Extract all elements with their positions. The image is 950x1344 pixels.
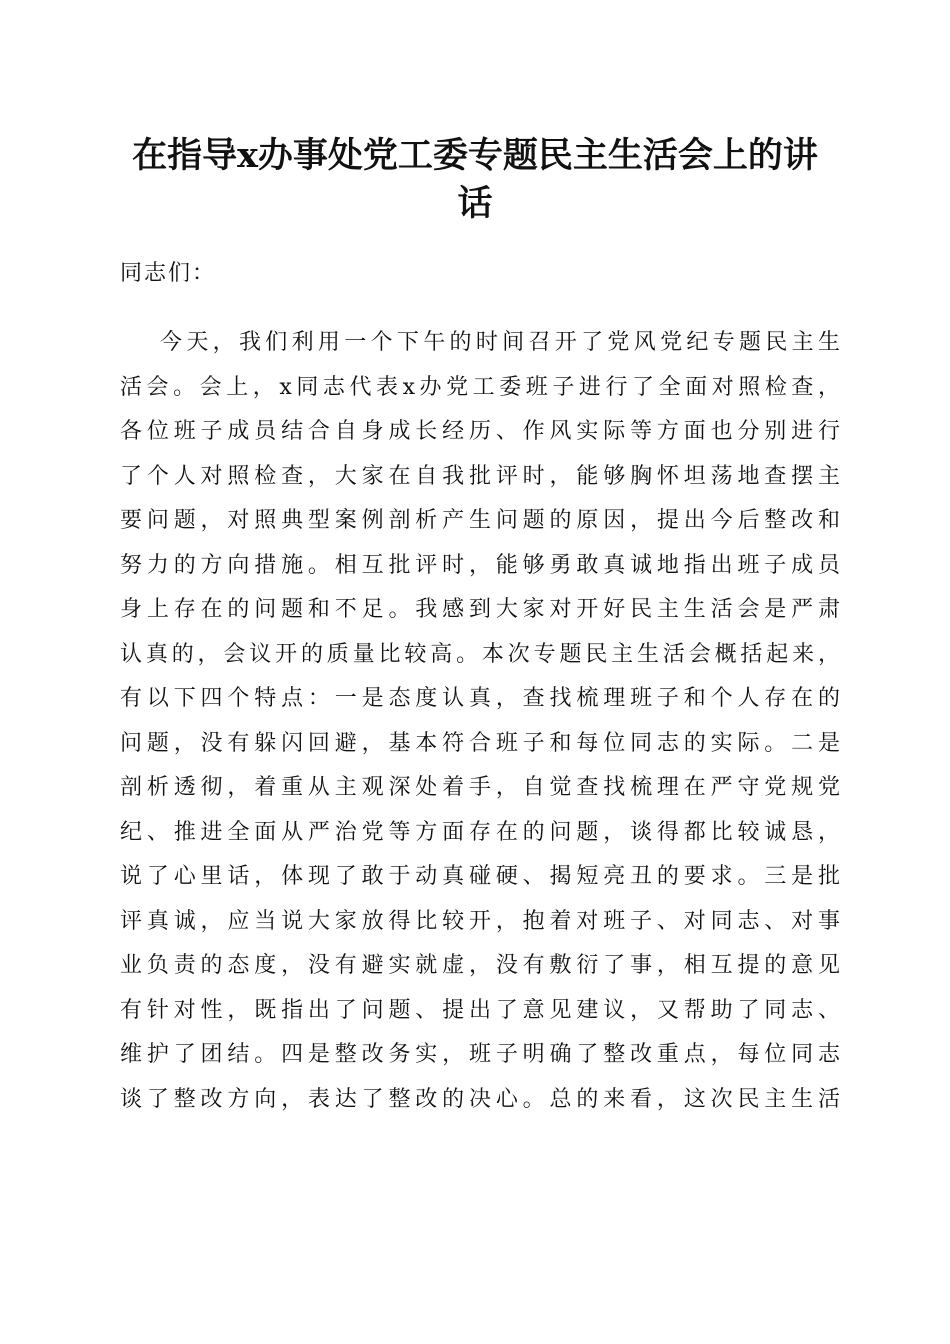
paragraph-line: 了个人对照检查，大家在自我批评时，能够胸怀坦荡地查摆主: [120, 463, 840, 489]
title-line-2: 话: [457, 183, 493, 224]
paragraph-line: 认真的，会议开的质量比较高。本次专题民主生活会概括起来，: [120, 641, 840, 667]
document-title: [110, 132, 840, 228]
paragraph-line: 今天，我们利用一个下午的时间召开了党风党纪专题民主生: [160, 330, 840, 355]
paragraph-line: 谈了整改方向，表达了整改的决心。总的来看，这次民主生活: [120, 1086, 840, 1112]
paragraph-line: 剖析透彻，着重从主观深处着手，自觉查找梳理在严守党规党: [120, 775, 840, 800]
paragraph-line: 有针对性，既指出了问题、提出了意见建议，又帮助了同志、: [120, 997, 840, 1023]
title-line-1: 在指导x办事处党工委专题民主生活会上的讲: [132, 135, 818, 176]
paragraph-line: 评真诚，应当说大家放得比较开，抱着对班子、对同志、对事: [120, 908, 840, 934]
salutation: 同志们：: [120, 261, 217, 286]
paragraph-line: 身上存在的问题和不足。我感到大家对开好民主生活会是严肃: [120, 597, 840, 622]
paragraph-line: 维护了团结。四是整改务实，班子明确了整改重点，每位同志: [120, 1042, 840, 1067]
paragraph-line: 努力的方向措施。相互批评时，能够勇敢真诚地指出班子成员: [120, 552, 840, 578]
paragraph-line: 各位班子成员结合自身成长经历、作风实际等方面也分别进行: [120, 419, 840, 444]
paragraph-line: 问题，没有躲闪回避，基本符合班子和每位同志的实际。二是: [120, 730, 840, 756]
paragraph-line: 要问题，对照典型案例剖析产生问题的原因，提出今后整改和: [120, 508, 840, 533]
paragraph-line: 纪、推进全面从严治党等方面存在的问题，谈得都比较诚恳，: [120, 819, 840, 845]
paragraph-line: 说了心里话，体现了敢于动真碰硬、揭短亮丑的要求。三是批: [120, 864, 840, 889]
paragraph-line: 活会。会上，x同志代表x办党工委班子进行了全面对照检查，: [120, 374, 840, 400]
paragraph-line: 有以下四个特点：一是态度认真，查找梳理班子和个人存在的: [120, 686, 840, 711]
paragraph-line: 业负责的态度，没有避实就虚，没有敷衍了事，相互提的意见: [120, 953, 840, 978]
body-paragraph: [120, 321, 840, 1122]
